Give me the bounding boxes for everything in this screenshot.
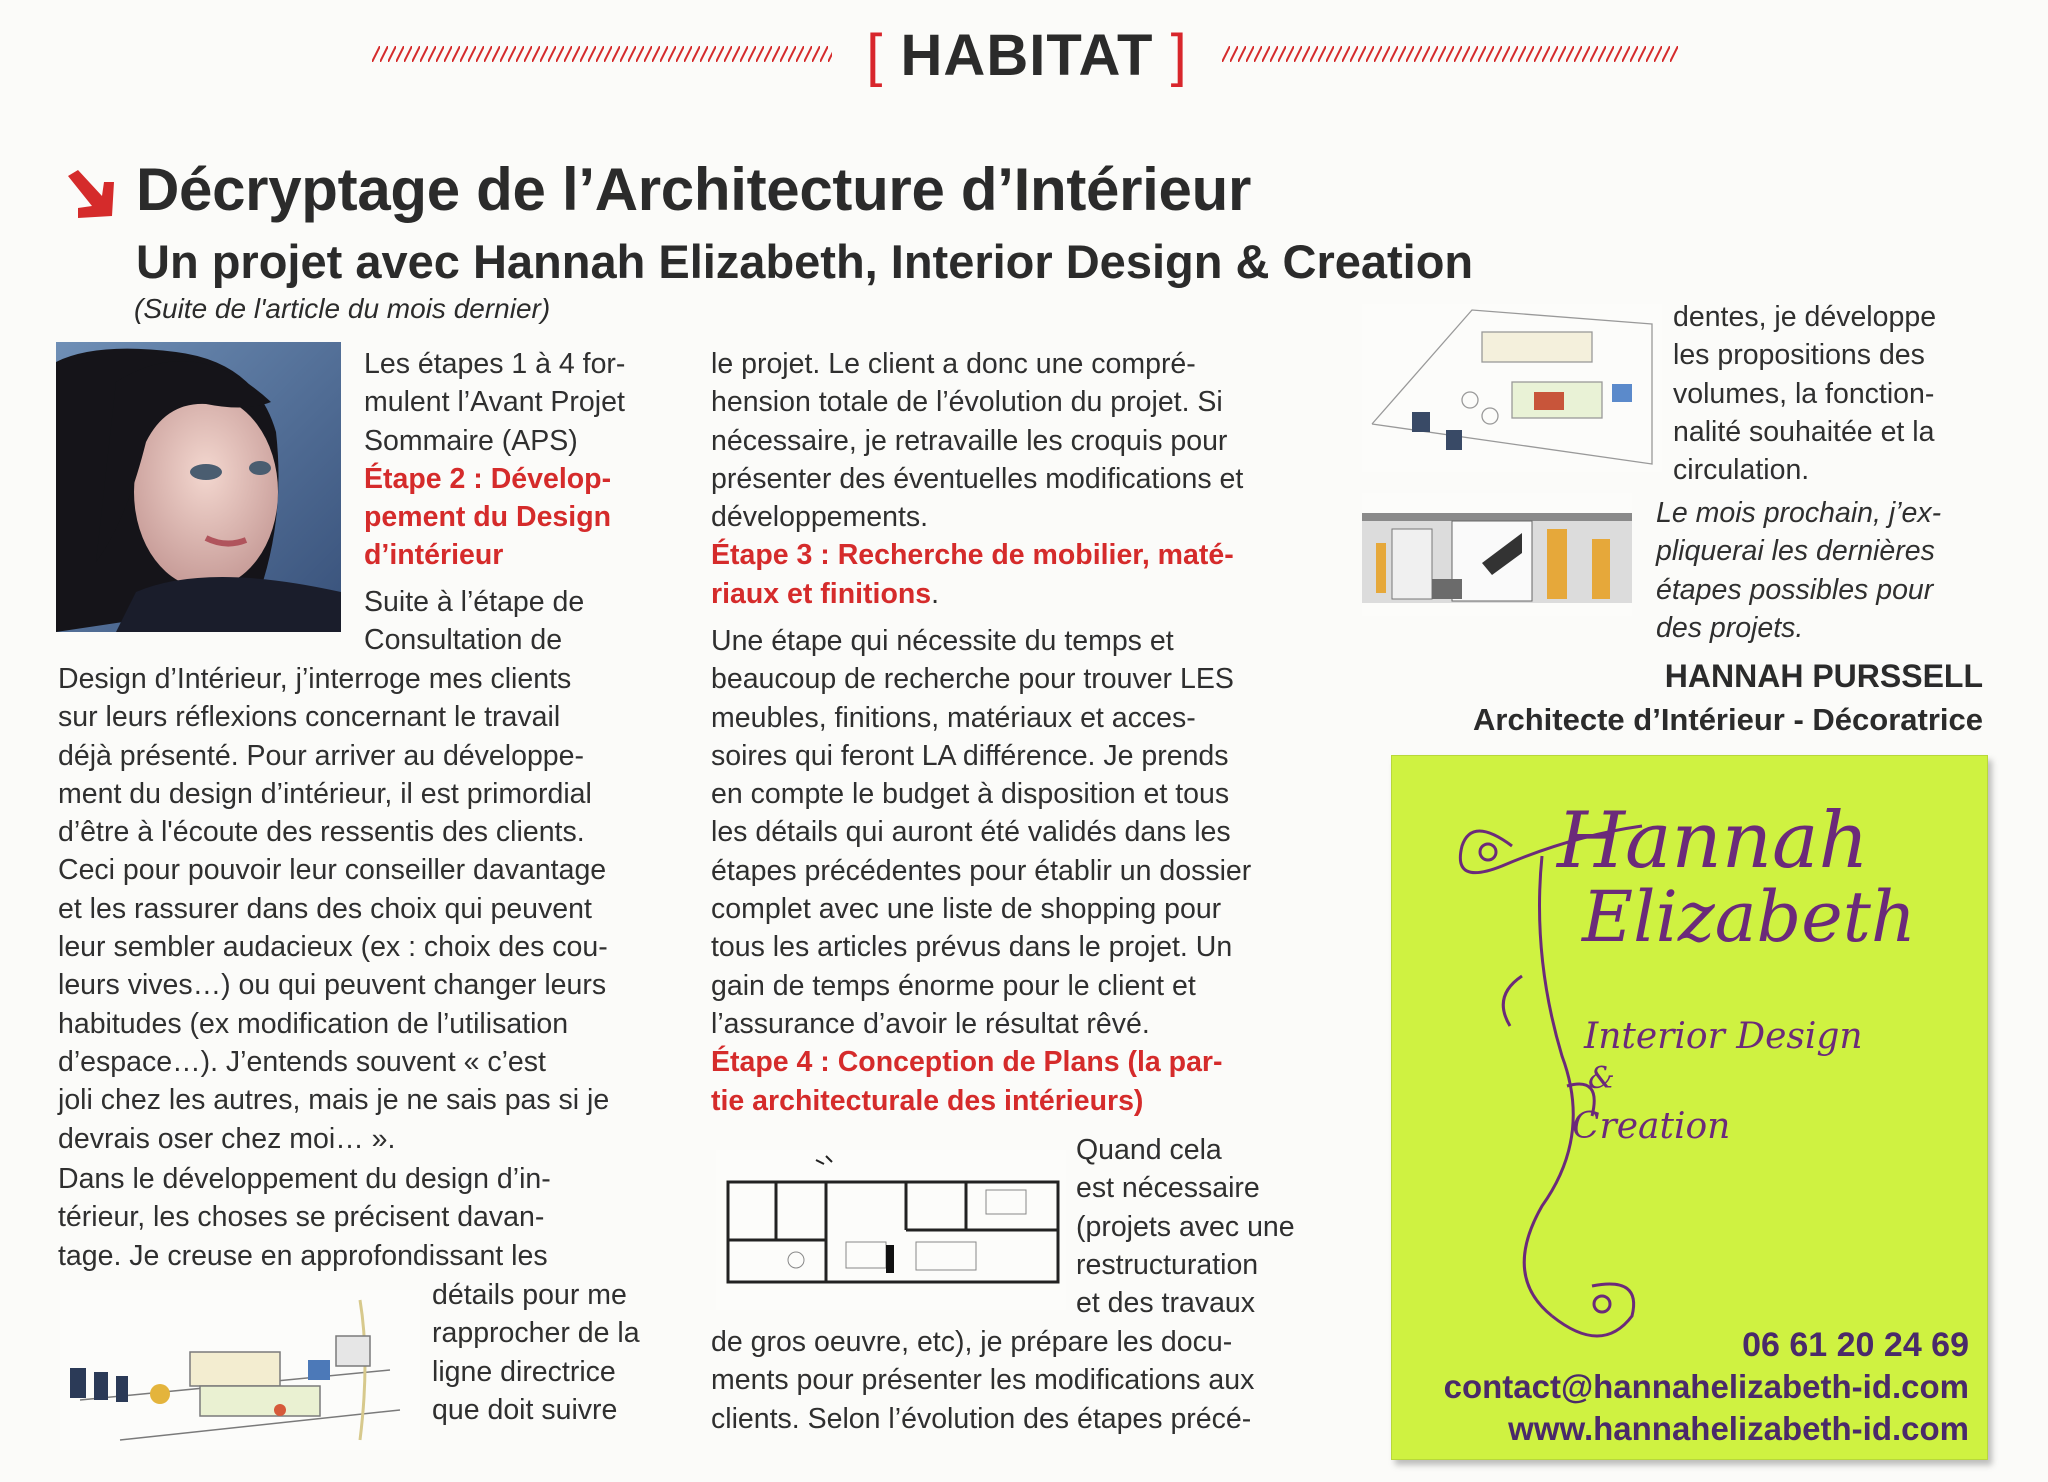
3d-section-render [1362,493,1632,616]
contact-website[interactable]: www.hannahelizabeth-id.com [1508,1410,1969,1447]
col1-para2: Dans le développement du design d’in- térieur, les choses se précisent davan- tage. Je creuse en approfondissant les [58,1163,551,1272]
section-name: HABITAT [900,23,1154,88]
author-role: Architecte d’Intérieur - Décoratrice [1473,702,1983,737]
col2-lead: le projet. Le client a donc une compré- hension totale de l’évolution du projet. Si nécessaire, je retravaille les croquis pour présenter des éventuelles modifications et développements. Étape 3 : Recherche de mobilier, maté- riaux et finitions. [711,345,1321,613]
step2-heading: Étape 2 : Dévelop- [364,462,612,495]
col1-step2-narrow: Suite à l’étape de Consultation de [364,586,585,657]
logo-ampersand: & [1588,1061,1615,1096]
step3-heading: Étape 3 : Recherche de mobilier, maté- [711,539,1234,572]
header-rule-left [372,46,832,62]
col1-para2-narrow: détails pour me rapprocher de la ligne directrice que doit suivre [432,1279,640,1426]
furniture-layout-sketch [1362,304,1662,472]
advert-box [1391,755,1988,1460]
logo-elizabeth: Elizabeth [1582,876,1916,958]
col2-step3-body: Une étape qui nécessite du temps et beaucoup de recherche pour trouver LES meubles, finitions, matériaux et acces- soires qui feront LA différence. Je prends en compte le budget à disposition et tous les détails qui auront été validés dans les étapes précédentes pour établir un dossier complet avec une liste de shopping pour tous les articles prévus dans le projet. Un gain de temps énorme pour le client et l’assurance d’avoir le résultat rêvé. Étape 4 : Conception de Plans (la par- tie architecturale des intérieurs) [711,622,1321,1120]
arrow-icon [62,166,118,222]
next-month-teaser: Le mois prochain, j’ex- pliquerai les dernières étapes possibles pour des projets. [1656,497,1942,644]
author-name: HANNAH PURSSELL [1664,658,1983,694]
article-subtitle: Un projet avec Hannah Elizabeth, Interior Design & Creation [136,235,1474,288]
col3-continuation: dentes, je développe les propositions des volumes, la fonction- nalité souhaitée et la circulation. [1673,301,1937,487]
header-rule-right [1222,46,1678,62]
logo-creation: Creation [1572,1106,1731,1147]
col2-step4-narrow: Quand cela est nécessaire (projets avec une restructuration et des travaux [1076,1134,1295,1320]
col1-step2-body: Design d’Intérieur, j’interroge mes clients sur leurs réflexions concernant le travail déjà présenté. Pour arriver au développe- ment du design d’intérieur, il est primordial d’être à l'écoute des ressentis des clients. Ceci pour pouvoir leur conseiller davantage et les rassurer dans des choix qui peuvent leur sembler audacieux (ex : choix des cou- leurs vives…) ou qui peuvent changer leurs habitudes (ex modification de l’utilisation d’espace…). J’entends souvent « c’est joli chez les autres, mais je ne sais pas si je devrais oser chez moi… ». [58,663,610,1155]
col1-intro: Les étapes 1 à 4 for- mulent l’Avant Projet Sommaire (APS) Étape 2 : Dévelop- pement du Design d’intérieur [364,345,664,575]
contact-email[interactable]: contact@hannahelizabeth-id.com [1443,1368,1969,1405]
col2-step4-body: de gros oeuvre, etc), je prépare les docu- ments pour présenter les modifications aux clients. Selon l’évolution des étapes précé- [711,1326,1255,1435]
section-tag: [ HABITAT ] [866,23,1188,88]
room-sketch-illustration [60,1290,420,1450]
logo-hannah: Hannah [1557,796,1869,886]
article-kicker: (Suite de l'article du mois dernier) [134,293,551,324]
contact-phone[interactable]: 06 61 20 24 69 [1742,1326,1969,1364]
floor-plan-drawing [716,1150,1066,1310]
step4-heading: Étape 4 : Conception de Plans (la par- [711,1046,1223,1079]
article-title: Décryptage de l’Architecture d’Intérieur [136,156,1251,223]
logo-interior-design: Interior Design [1584,1016,1863,1057]
portrait-photo [56,342,341,632]
